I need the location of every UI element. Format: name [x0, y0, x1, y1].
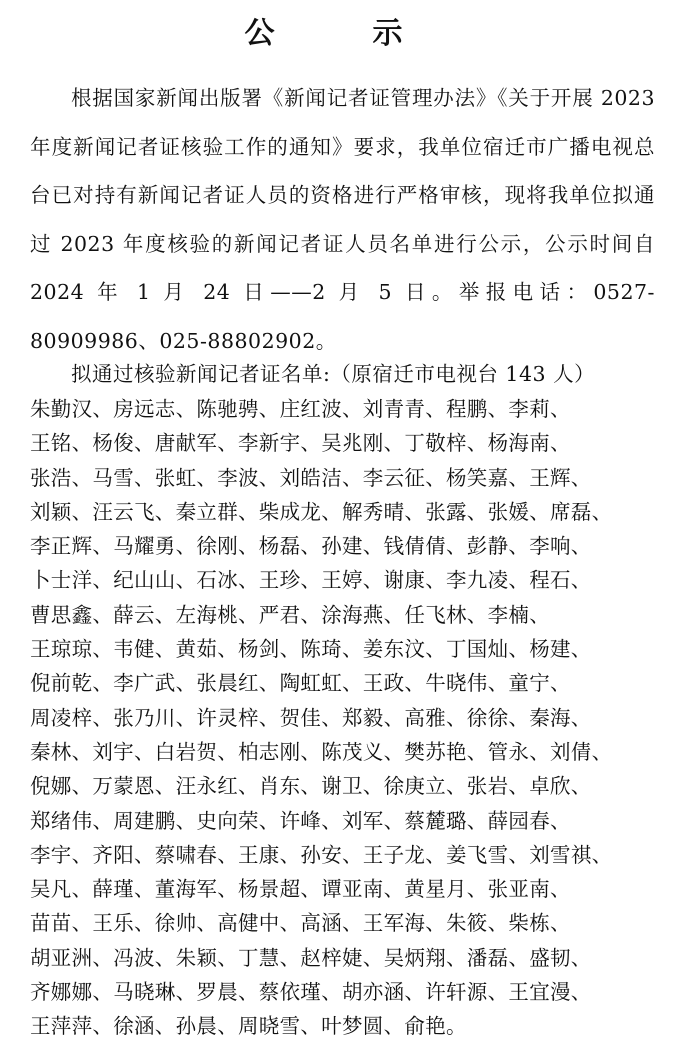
list-heading-text: 拟通过核验新闻记者证名单:（原宿迁市电视台 143 人） — [71, 362, 596, 386]
name-line: 吴凡、薛瑾、董海军、杨景超、谭亚南、黄星月、张亚南、 — [30, 877, 571, 902]
name-line: 苗苗、王乐、徐帅、高健中、高涵、王军海、朱筱、柴栋、 — [30, 911, 571, 936]
name-line: 曹思鑫、薛云、左海桃、严君、涂海燕、任飞林、李楠、 — [30, 602, 550, 627]
name-line: 倪前乾、李广武、张晨红、陶虹虹、王政、牛晓伟、童宁、 — [30, 671, 571, 696]
name-line: 朱勤汉、房远志、陈驰骋、庄红波、刘青青、程鹏、李莉、 — [30, 397, 571, 421]
list-heading — [30, 352, 655, 396]
name-line: 刘颖、汪云飞、秦立群、柴成龙、解秀晴、张露、张媛、席磊、 — [30, 499, 613, 524]
page-title: 公 示 — [244, 16, 437, 51]
intro-paragraph: 根据国家新闻出版署《新闻记者证管理办法》《关于开展 2023 年度新闻记者证核验工作的通知》要求，我单位宿迁市广播电视总台已对持有新闻记者证人员的资格进行严格审核，现将我单位拟通过 2023 年度核验的新闻记者证人员名单进行公示，公示时间自 2024 年 1 月 24 日——2 月 5 日。举报电话：0527-80909986、025-88802902。 — [30, 86, 655, 353]
name-line: 李正辉、马耀勇、徐刚、杨磊、孙建、钱倩倩、彭静、李响、 — [30, 534, 592, 559]
name-line: 王萍萍、徐涵、孙晨、周晓雪、叶梦圆、俞艳。 — [30, 1014, 467, 1039]
name-list — [30, 392, 658, 1044]
name-line: 李宇、齐阳、蔡啸春、王康、孙安、王子龙、姜飞雪、刘雪祺、 — [30, 842, 613, 867]
name-line: 胡亚洲、冯波、朱颖、丁慧、赵梓婕、吴炳翔、潘磊、盛韧、 — [30, 945, 592, 970]
name-line: 卜士洋、纪山山、石冰、王珍、王婷、谢康、李九凌、程石、 — [30, 568, 592, 593]
name-line: 郑绪伟、周建鹏、史向荣、许峰、刘军、蔡麓璐、薛园春、 — [30, 808, 571, 833]
name-line: 周凌梓、张乃川、许灵梓、贺佳、郑毅、高雅、徐徐、秦海、 — [30, 705, 592, 730]
name-line: 王琼琼、韦健、黄茹、杨剑、陈琦、姜东汶、丁国灿、杨建、 — [30, 637, 592, 662]
name-line: 秦林、刘宇、白岩贺、柏志刚、陈茂义、樊苏艳、管永、刘倩、 — [30, 739, 613, 764]
name-line: 王铭、杨俊、唐献军、李新宇、吴兆刚、丁敬梓、杨海南、 — [30, 431, 571, 456]
name-line: 张浩、马雪、张虹、李波、刘皓洁、李云征、杨笑嘉、王辉、 — [30, 465, 592, 490]
name-line: 齐娜娜、马晓琳、罗晨、蔡依瑾、胡亦涵、许轩源、王宜漫、 — [30, 980, 592, 1005]
name-line: 倪娜、万蒙恩、汪永红、肖东、谢卫、徐庚立、张岩、卓欣、 — [30, 774, 592, 799]
